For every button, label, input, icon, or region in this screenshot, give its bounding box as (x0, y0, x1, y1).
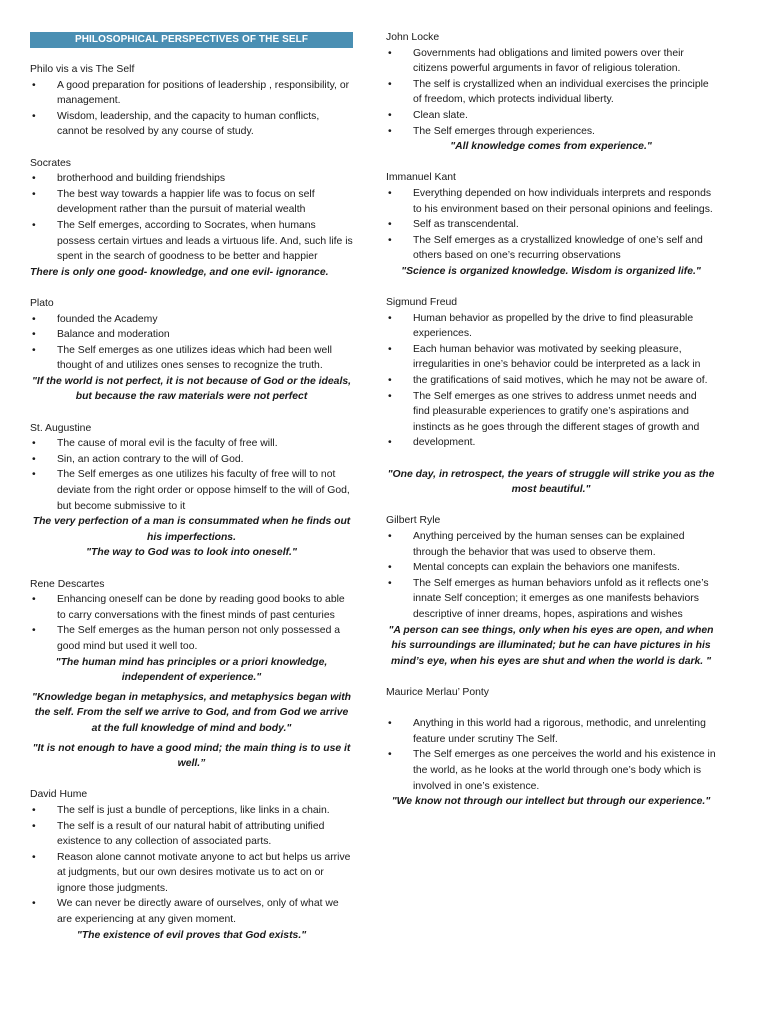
bullet-item: • The Self emerges, according to Socrates, when humans possess certain virtues and leads a virtuous life. And, such life is spent in the search of goodness to be better and happier (30, 218, 353, 265)
bullet-item: • Sin, an action contrary to the will of God. (30, 452, 353, 468)
quote: "The human mind has principles or a priori knowledge, independent of experience." (55, 656, 328, 684)
bullet-list (30, 171, 353, 265)
bullet-item: • Anything perceived by the human senses can be explained through the behavior that was used to observe them. (386, 529, 716, 560)
quote: The very perfection of a man is consummated when he finds out his imperfections. (32, 516, 351, 543)
section-heading: Gilbert Ryle (386, 515, 441, 527)
bullet-list (386, 311, 716, 451)
bullet-item: • The Self emerges as human behaviors unfold as it reflects one’s innate Self conception; it emerges as one manifests behaviors descriptive of inner dreams, hopes, aspirations and wishes (386, 576, 716, 623)
right-column (386, 0, 716, 825)
bullet-item: • Human behavior as propelled by the drive to find pleasurable experiences. (386, 311, 716, 342)
section (386, 30, 716, 155)
bullet-item: • Clean slate. (386, 108, 716, 124)
section-heading: John Locke (386, 32, 440, 43)
section (30, 156, 353, 281)
quote: "A person can see things, only when his eyes are open, and when his surroundings are illuminated; but he can have pictures in his mind’s eye, when his eyes are shut and when the world is dark. " (388, 624, 714, 667)
section-heading: Socrates (30, 157, 72, 169)
bullet-item: • The Self emerges as one perceives the world and his existence in the world, as he looks at the world through one’s body which is involved in one’s existence. (386, 747, 716, 794)
bullet-item: • The Self emerges as a crystallized knowledge of one’s self and others based on one’s recurring observations (386, 233, 716, 264)
quote: "It is not enough to have a good mind; the main thing is to use it well.” (32, 742, 351, 770)
bullet-item: • Mental concepts can explain the behaviors one manifests. (386, 560, 716, 576)
page-title: PHILOSOPHICAL PERSPECTIVES OF THE SELF (30, 32, 353, 48)
bullet-item: • Reason alone cannot motivate anyone to act but helps us arrive at judgments, but our own desires motivate us to act on or ignore those judgments. (30, 850, 353, 897)
bullet-item: • Balance and moderation (30, 327, 353, 343)
bullet-item: • The self is a result of our natural habit of attributing unified existence to any collection of associated parts. (30, 819, 353, 850)
section (30, 296, 353, 405)
quote: "One day, in retrospect, the years of struggle will strike you as the most beautiful." (387, 468, 715, 496)
quote: "The existence of evil proves that God exists." (76, 929, 307, 941)
bullet-item: • Self as transcendental. (386, 217, 716, 233)
section (30, 577, 353, 772)
bullet-item: • Anything in this world had a rigorous, methodic, and unrelenting feature under scrutiny The Self. (386, 716, 716, 747)
bullet-item: • development. (386, 435, 716, 451)
bullet-item: • Governments had obligations and limited powers over their citizens powerful arguments in favor of religious toleration. (386, 46, 716, 77)
bullet-list (386, 716, 716, 794)
section (386, 170, 716, 279)
bullet-item: • The Self emerges as the human person not only possessed a good mind but used it well too. (30, 623, 353, 654)
section-heading: Immanuel Kant (386, 172, 456, 184)
bullet-list (30, 592, 353, 654)
bullet-list (30, 436, 353, 514)
bullet-list (30, 78, 353, 140)
section (386, 513, 716, 669)
bullet-item: • Everything depended on how individuals interprets and responds to his environment based on their personal opinions and feelings. (386, 186, 716, 217)
bullet-item: • the gratifications of said motives, which he may not be aware of. (386, 373, 716, 389)
section-heading: David Hume (30, 789, 88, 801)
bullet-item: • Enhancing oneself can be done by reading good books to able to carry conversations with the finest minds of past centuries (30, 592, 353, 623)
section-heading: Sigmund Freud (386, 297, 458, 309)
quote: There is only one good- knowledge, and one evil- ignorance. (30, 266, 329, 278)
section (30, 421, 353, 561)
bullet-list (30, 803, 353, 928)
quote: "All knowledge comes from experience." (450, 141, 652, 153)
bullet-item: • The Self emerges through experiences. (386, 124, 716, 140)
bullet-item: • The best way towards a happier life was to focus on self development rather than the pursuit of material wealth (30, 187, 353, 218)
bullet-item: • Each human behavior was motivated by seeking pleasure, irregularities in one’s behavior could be interpreted as a lack in (386, 342, 716, 373)
section-heading: Philo vis a vis The Self (30, 64, 135, 75)
quote: "Science is organized knowledge. Wisdom is organized life." (401, 265, 701, 277)
quote: "We know not through our intellect but through our experience." (391, 796, 711, 808)
quote: "If the world is not perfect, it is not because of God or the ideals, but because the raw materials were not perfect (32, 375, 351, 403)
quote: "The way to God was to look into oneself." (86, 547, 297, 559)
section (386, 685, 716, 810)
bullet-item: • A good preparation for positions of leadership , responsibility, or management. (30, 78, 353, 109)
section (30, 787, 353, 943)
quote: "Knowledge began in metaphysics, and metaphysics began with the self. From the self we arrive to God, and from God we arrive at the full knowledge of mind and body." (31, 691, 352, 734)
bullet-item: • brotherhood and building friendships (30, 171, 353, 187)
section (386, 295, 716, 498)
bullet-item: • The Self emerges as one strives to address unmet needs and find pleasurable experiences to gratify one’s aspirations and instincts as he goes through the different stages of growth and (386, 389, 716, 436)
bullet-item: • We can never be directly aware of ourselves, only of what we are experiencing at any given moment. (30, 896, 353, 927)
section (30, 62, 353, 140)
bullet-item: • The cause of moral evil is the faculty of free will. (30, 436, 353, 452)
bullet-item: • The Self emerges as one utilizes ideas which had been well thought of and utilizes ones senses to recognize the truth. (30, 343, 353, 374)
left-column (30, 0, 353, 959)
bullet-item: • Wisdom, leadership, and the capacity to human conflicts, cannot be resolved by any course of study. (30, 109, 353, 140)
bullet-list (386, 529, 716, 623)
section-heading: Plato (30, 297, 54, 309)
bullet-list (386, 186, 716, 264)
bullet-item: • The Self emerges as one utilizes his faculty of free will to not deviate from the right order or oppose himself to the will of God, but become submissive to it (30, 467, 353, 514)
section-heading: Maurice Merlau’ Ponty (386, 686, 489, 698)
bullet-list (30, 312, 353, 374)
bullet-item: • The self is just a bundle of perceptions, like links in a chain. (30, 803, 353, 819)
bullet-item: • The self is crystallized when an individual exercises the principle of freedom, which protects individual liberty. (386, 77, 716, 108)
section-heading: Rene Descartes (30, 578, 105, 590)
section-heading: St. Augustine (30, 422, 92, 434)
bullet-item: • founded the Academy (30, 312, 353, 328)
bullet-list (386, 46, 716, 140)
